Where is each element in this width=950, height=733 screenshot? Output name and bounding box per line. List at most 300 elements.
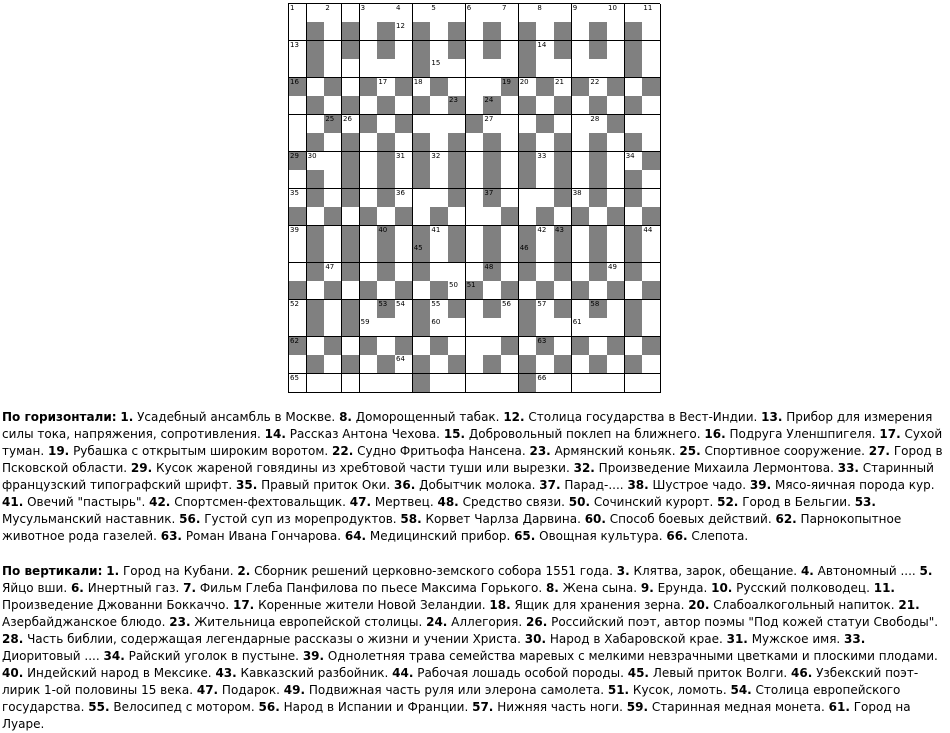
letter-cell[interactable] [625,374,643,393]
letter-cell[interactable] [554,4,572,23]
letter-cell[interactable] [625,281,643,300]
letter-cell[interactable] [377,207,395,226]
block-cell [360,281,378,300]
letter-cell[interactable] [430,374,448,393]
letter-cell[interactable] [519,115,537,134]
letter-cell[interactable] [324,189,342,208]
letter-cell[interactable] [519,207,537,226]
letter-cell[interactable] [607,374,625,393]
across-heading: По горизонтали: [2,410,117,424]
letter-cell[interactable] [572,115,590,134]
letter-cell[interactable] [572,355,590,374]
block-cell [625,59,643,78]
letter-cell[interactable] [554,207,572,226]
letter-cell[interactable] [395,152,413,171]
letter-cell[interactable] [536,96,554,115]
block-cell [342,189,360,208]
letter-cell[interactable] [342,4,360,23]
clue-text: Армянский коньяк. [550,444,680,458]
letter-cell[interactable] [642,22,660,41]
letter-cell[interactable] [572,374,590,393]
letter-cell[interactable] [360,41,378,60]
letter-cell[interactable] [360,300,378,319]
letter-cell[interactable] [483,281,501,300]
letter-cell[interactable] [413,78,431,97]
clue-number: 64. [344,529,367,543]
letter-cell[interactable] [607,244,625,263]
letter-cell[interactable] [430,96,448,115]
letter-cell[interactable] [642,133,660,152]
block-cell [413,318,431,337]
letter-cell[interactable] [289,318,307,337]
letter-cell[interactable] [395,374,413,393]
letter-cell[interactable] [324,374,342,393]
letter-cell[interactable] [572,189,590,208]
letter-cell[interactable] [289,263,307,282]
letter-cell[interactable] [607,355,625,374]
letter-cell[interactable] [342,374,360,393]
letter-cell[interactable] [324,170,342,189]
clue-number: 50 [449,281,458,290]
letter-cell[interactable] [395,189,413,208]
letter-cell[interactable] [395,41,413,60]
letter-cell[interactable] [395,22,413,41]
letter-cell[interactable] [324,133,342,152]
letter-cell[interactable] [642,226,660,245]
letter-cell[interactable] [395,226,413,245]
block-cell [413,355,431,374]
letter-cell[interactable] [324,355,342,374]
letter-cell[interactable] [501,244,519,263]
letter-cell[interactable] [536,226,554,245]
clue-number: 65. [514,529,536,543]
block-cell [519,133,537,152]
letter-cell[interactable] [395,300,413,319]
letter-cell[interactable] [483,115,501,134]
letter-cell[interactable] [519,78,537,97]
letter-cell[interactable] [448,78,466,97]
letter-cell[interactable] [607,133,625,152]
letter-cell[interactable] [413,281,431,300]
letter-cell[interactable] [430,244,448,263]
letter-cell[interactable] [501,4,519,23]
letter-cell[interactable] [466,170,484,189]
letter-cell[interactable] [625,337,643,356]
clue-number: 14. [264,427,286,441]
clue-number: 58. [400,512,422,526]
letter-cell[interactable] [360,59,378,78]
letter-cell[interactable] [589,318,607,337]
letter-cell[interactable] [307,207,325,226]
letter-cell[interactable] [430,226,448,245]
letter-cell[interactable] [324,59,342,78]
letter-cell[interactable] [501,96,519,115]
letter-cell[interactable] [642,374,660,393]
letter-cell[interactable] [554,374,572,393]
letter-cell[interactable] [607,41,625,60]
letter-cell[interactable] [466,207,484,226]
letter-cell[interactable] [607,263,625,282]
letter-cell[interactable] [430,189,448,208]
letter-cell[interactable] [466,189,484,208]
clue-number: 15. [443,427,466,441]
letter-cell[interactable] [501,133,519,152]
clue-number: 17 [378,77,388,86]
letter-cell[interactable] [501,263,519,282]
letter-cell[interactable] [360,263,378,282]
letter-cell[interactable] [395,263,413,282]
letter-cell[interactable] [307,374,325,393]
block-cell [589,263,607,282]
letter-cell[interactable] [289,115,307,134]
letter-cell[interactable] [642,263,660,282]
letter-cell[interactable] [430,318,448,337]
letter-cell[interactable] [448,4,466,23]
letter-cell[interactable] [324,244,342,263]
letter-cell[interactable] [466,244,484,263]
letter-cell[interactable] [501,41,519,60]
letter-cell[interactable] [483,337,501,356]
letter-cell[interactable] [395,355,413,374]
letter-cell[interactable] [377,4,395,23]
letter-cell[interactable] [430,41,448,60]
letter-cell[interactable] [342,115,360,134]
letter-cell[interactable] [466,300,484,319]
letter-cell[interactable] [572,96,590,115]
letter-cell[interactable] [501,355,519,374]
letter-cell[interactable] [642,170,660,189]
letter-cell[interactable] [501,115,519,134]
letter-cell[interactable] [466,152,484,171]
letter-cell[interactable] [536,59,554,78]
letter-cell[interactable] [501,226,519,245]
letter-cell[interactable] [448,374,466,393]
letter-cell[interactable] [501,170,519,189]
letter-cell[interactable] [642,189,660,208]
letter-cell[interactable] [572,152,590,171]
letter-cell[interactable] [395,244,413,263]
letter-cell[interactable] [448,318,466,337]
letter-cell[interactable] [360,22,378,41]
letter-cell[interactable] [430,22,448,41]
letter-cell[interactable] [395,96,413,115]
letter-cell[interactable] [554,78,572,97]
letter-cell[interactable] [377,318,395,337]
letter-cell[interactable] [377,115,395,134]
letter-cell[interactable] [589,207,607,226]
letter-cell[interactable] [324,152,342,171]
letter-cell[interactable] [501,189,519,208]
letter-cell[interactable] [466,337,484,356]
letter-cell[interactable] [289,4,307,23]
letter-cell[interactable] [289,22,307,41]
letter-cell[interactable] [572,4,590,23]
letter-cell[interactable] [483,318,501,337]
letter-cell[interactable] [430,300,448,319]
letter-cell[interactable] [395,59,413,78]
letter-cell[interactable] [289,59,307,78]
letter-cell[interactable] [466,226,484,245]
letter-cell[interactable] [430,133,448,152]
letter-cell[interactable] [536,244,554,263]
letter-cell[interactable] [466,318,484,337]
letter-cell[interactable] [536,22,554,41]
block-cell [413,96,431,115]
clue-number: 3. [616,564,630,578]
letter-cell[interactable] [642,41,660,60]
letter-cell[interactable] [360,170,378,189]
letter-cell[interactable] [625,152,643,171]
letter-cell[interactable] [289,300,307,319]
letter-cell[interactable] [572,244,590,263]
letter-cell[interactable] [642,4,660,23]
letter-cell[interactable] [307,4,325,23]
letter-cell[interactable] [342,207,360,226]
letter-cell[interactable] [430,4,448,23]
letter-cell[interactable] [395,4,413,23]
letter-cell[interactable] [501,300,519,319]
letter-cell[interactable] [360,355,378,374]
letter-cell[interactable] [642,244,660,263]
letter-cell[interactable] [536,374,554,393]
letter-cell[interactable] [377,337,395,356]
letter-cell[interactable] [360,318,378,337]
letter-cell[interactable] [448,115,466,134]
letter-cell[interactable] [607,300,625,319]
block-cell [483,22,501,41]
letter-cell[interactable] [519,4,537,23]
block-cell [483,96,501,115]
letter-cell[interactable] [413,115,431,134]
letter-cell[interactable] [377,59,395,78]
letter-cell[interactable] [572,263,590,282]
letter-cell[interactable] [625,78,643,97]
letter-cell[interactable] [289,96,307,115]
letter-cell[interactable] [466,133,484,152]
letter-cell[interactable] [289,170,307,189]
letter-cell[interactable] [395,170,413,189]
letter-cell[interactable] [324,226,342,245]
letter-cell[interactable] [607,152,625,171]
clue-number: 43. [215,666,237,680]
letter-cell[interactable] [466,22,484,41]
block-cell [377,189,395,208]
letter-cell[interactable] [625,4,643,23]
letter-cell[interactable] [501,59,519,78]
letter-cell[interactable] [589,59,607,78]
letter-cell[interactable] [324,263,342,282]
letter-cell[interactable] [536,263,554,282]
letter-cell[interactable] [360,244,378,263]
letter-cell[interactable] [607,226,625,245]
letter-cell[interactable] [554,281,572,300]
letter-cell[interactable] [360,152,378,171]
letter-cell[interactable] [430,115,448,134]
letter-cell[interactable] [536,318,554,337]
letter-cell[interactable] [607,318,625,337]
letter-cell[interactable] [466,96,484,115]
letter-cell[interactable] [589,4,607,23]
letter-cell[interactable] [501,22,519,41]
letter-cell[interactable] [642,115,660,134]
letter-cell[interactable] [607,4,625,23]
letter-cell[interactable] [607,189,625,208]
block-cell [589,152,607,171]
letter-cell[interactable] [554,59,572,78]
letter-cell[interactable] [342,337,360,356]
letter-cell[interactable] [413,207,431,226]
letter-cell[interactable] [289,355,307,374]
clue-number: 47. [196,683,219,697]
letter-cell[interactable] [307,78,325,97]
letter-cell[interactable] [642,96,660,115]
letter-cell[interactable] [466,355,484,374]
letter-cell[interactable] [536,4,554,23]
letter-cell[interactable] [642,59,660,78]
letter-cell[interactable] [342,78,360,97]
letter-cell[interactable] [483,4,501,23]
letter-cell[interactable] [519,281,537,300]
letter-cell[interactable] [466,41,484,60]
letter-cell[interactable] [289,189,307,208]
letter-cell[interactable] [483,59,501,78]
block-cell [377,355,395,374]
letter-cell[interactable] [572,41,590,60]
letter-cell[interactable] [483,374,501,393]
letter-cell[interactable] [360,374,378,393]
letter-cell[interactable] [307,281,325,300]
letter-cell[interactable] [589,115,607,134]
letter-cell[interactable] [572,318,590,337]
letter-cell[interactable] [342,59,360,78]
letter-cell[interactable] [342,281,360,300]
letter-cell[interactable] [519,189,537,208]
letter-cell[interactable] [430,263,448,282]
letter-cell[interactable] [501,152,519,171]
letter-cell[interactable] [607,96,625,115]
letter-cell[interactable] [395,318,413,337]
letter-cell[interactable] [642,355,660,374]
letter-cell[interactable] [324,22,342,41]
letter-cell[interactable] [642,318,660,337]
clue-number: 28 [590,114,600,123]
letter-cell[interactable] [430,355,448,374]
letter-cell[interactable] [466,59,484,78]
letter-cell[interactable] [413,4,431,23]
letter-cell[interactable] [572,226,590,245]
block-cell [342,355,360,374]
letter-cell[interactable] [324,300,342,319]
letter-cell[interactable] [289,133,307,152]
letter-cell[interactable] [324,96,342,115]
letter-cell[interactable] [536,189,554,208]
letter-cell[interactable] [607,59,625,78]
letter-cell[interactable] [430,152,448,171]
letter-cell[interactable] [448,337,466,356]
letter-cell[interactable] [501,318,519,337]
letter-cell[interactable] [377,78,395,97]
letter-cell[interactable] [360,133,378,152]
letter-cell[interactable] [519,337,537,356]
letter-cell[interactable] [324,4,342,23]
letter-cell[interactable] [536,133,554,152]
letter-cell[interactable] [377,374,395,393]
letter-cell[interactable] [572,170,590,189]
letter-cell[interactable] [448,207,466,226]
letter-cell[interactable] [324,41,342,60]
letter-cell[interactable] [448,59,466,78]
letter-cell[interactable] [413,337,431,356]
letter-cell[interactable] [536,152,554,171]
letter-cell[interactable] [307,152,325,171]
letter-cell[interactable] [307,337,325,356]
letter-cell[interactable] [360,189,378,208]
letter-cell[interactable] [430,170,448,189]
letter-cell[interactable] [572,300,590,319]
letter-cell[interactable] [554,337,572,356]
letter-cell[interactable] [589,281,607,300]
letter-cell[interactable] [642,300,660,319]
letter-cell[interactable] [289,41,307,60]
letter-cell[interactable] [536,355,554,374]
letter-cell[interactable] [589,337,607,356]
letter-cell[interactable] [466,4,484,23]
letter-cell[interactable] [589,374,607,393]
block-cell [377,152,395,171]
letter-cell[interactable] [536,170,554,189]
letter-cell[interactable] [324,318,342,337]
letter-cell[interactable] [607,170,625,189]
letter-cell[interactable] [554,318,572,337]
block-cell [607,115,625,134]
letter-cell[interactable] [554,115,572,134]
letter-cell[interactable] [377,281,395,300]
letter-cell[interactable] [360,96,378,115]
letter-cell[interactable] [572,133,590,152]
letter-cell[interactable] [483,78,501,97]
letter-cell[interactable] [536,41,554,60]
letter-cell[interactable] [466,374,484,393]
letter-cell[interactable] [289,226,307,245]
block-cell [307,244,325,263]
letter-cell[interactable] [466,263,484,282]
letter-cell[interactable] [413,189,431,208]
clue-number: 38. [627,478,649,492]
letter-cell[interactable] [589,78,607,97]
letter-cell[interactable] [360,226,378,245]
letter-cell[interactable] [572,59,590,78]
letter-cell[interactable] [395,133,413,152]
letter-cell[interactable] [307,115,325,134]
letter-cell[interactable] [536,300,554,319]
clue-text: Столица европейского государства. [2,683,901,714]
block-cell [625,226,643,245]
letter-cell[interactable] [483,207,501,226]
letter-cell[interactable] [501,374,519,393]
letter-cell[interactable] [289,244,307,263]
letter-cell[interactable] [466,78,484,97]
letter-cell[interactable] [625,115,643,134]
letter-cell[interactable] [607,22,625,41]
letter-cell[interactable] [360,4,378,23]
letter-cell[interactable] [448,281,466,300]
letter-cell[interactable] [289,374,307,393]
letter-cell[interactable] [430,59,448,78]
letter-cell[interactable] [572,22,590,41]
letter-cell[interactable] [625,207,643,226]
letter-cell[interactable] [448,263,466,282]
clue-text: Судно Фритьофа Нансена. [353,444,530,458]
